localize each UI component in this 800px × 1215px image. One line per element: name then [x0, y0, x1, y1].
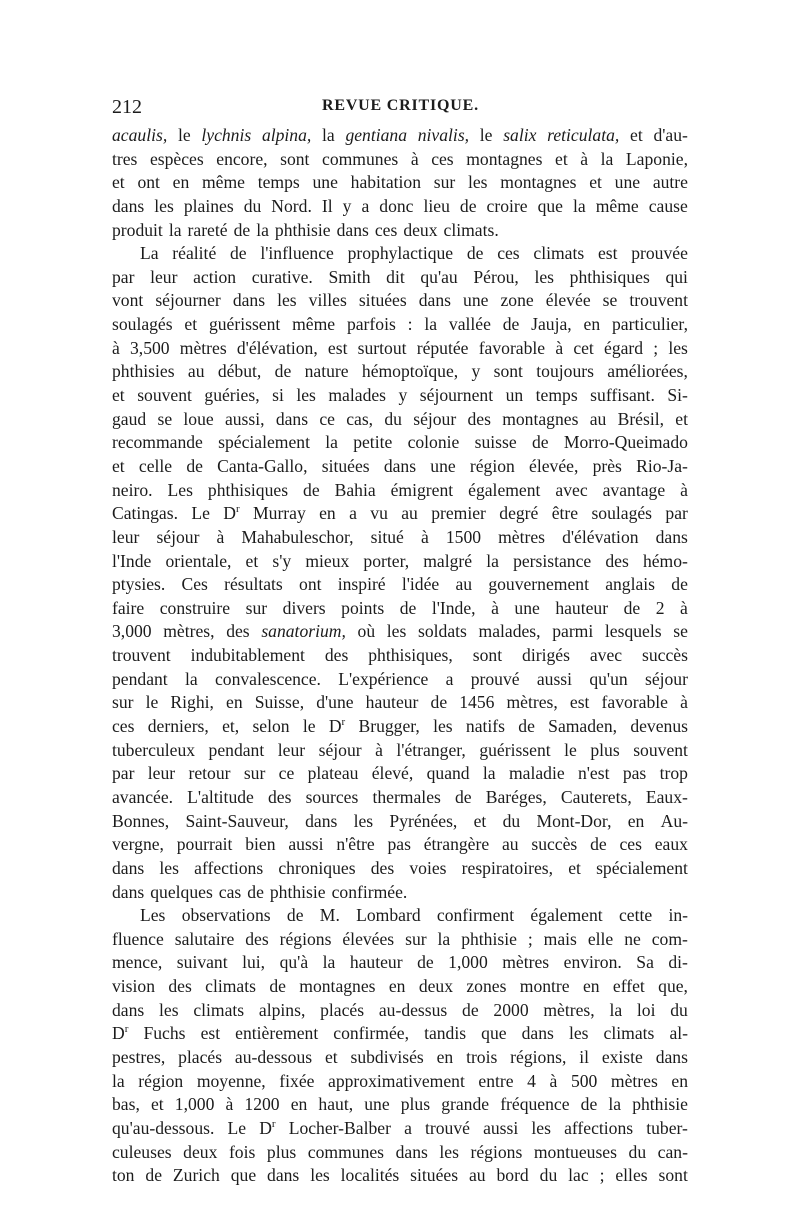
text-line: par leur retour sur ce plateau élevé, quand la maladie n'est pas trop: [112, 763, 688, 784]
text-line: Catingas. Le $D^r$ Murray en a vu au premier degré être soulagés par: [112, 503, 688, 524]
text-line: ton de Zurich que dans les localités situées au bord du lac ; elles sont: [112, 1165, 688, 1186]
text-line: fluence salutaire des régions élevées sur la phthisie ; mais elle ne com-: [112, 928, 688, 949]
text-line: et celle de Canta-Gallo, situées dans une région élevée, près Rio-Ja-: [112, 455, 688, 476]
text-line: l'Inde orientale, et s'y mieux porter, malgré la persistance des hémo-: [112, 550, 688, 571]
text-line: mence, suivant lui, qu'à la hauteur de 1,000 mètres environ. Sa di-: [112, 952, 688, 973]
text-line: leur séjour à Mahabuleschor, situé à 1500 mètres d'élévation dans: [112, 526, 688, 547]
text-line: ces derniers, et, selon le $D^r$ Brugger, les natifs de Samaden, devenus: [112, 716, 688, 737]
text-line: vision des climats de montagnes en deux zones montre en effet que,: [112, 976, 688, 997]
text-line: trouvent indubitablement des phthisiques, sont dirigés avec succès: [112, 645, 688, 666]
text-line: dans les affections chroniques des voies respiratoires, et spécialement: [112, 857, 688, 878]
running-head: [112, 96, 688, 120]
text-line: tuberculeux pendant leur séjour à l'étranger, guérissent le plus souvent: [112, 739, 688, 760]
text-line: gaud se loue aussi, dans ce cas, du séjour des montagnes au Brésil, et: [112, 408, 688, 429]
text-line: La réalité de l'influence prophylactique de ces climats est prouvée: [140, 243, 688, 264]
text-line: dans les plaines du Nord. Il y a donc lieu de croire que la même cause: [112, 195, 688, 216]
text-line: culeuses deux fois plus communes dans les régions montueuses du can-: [112, 1141, 688, 1162]
body-text: [112, 124, 688, 1188]
text-line: produit la rareté de la phthisie dans ces deux climats.: [112, 219, 499, 240]
text-line: Les observations de M. Lombard confirment également cette in-: [140, 905, 688, 926]
text-line: pendant la convalescence. L'expérience a prouvé aussi qu'un séjour: [112, 668, 688, 689]
text-line: $D^r$ Fuchs est entièrement confirmée, tandis que dans les climats al-: [112, 1023, 688, 1044]
text-line: vont séjourner dans les villes situées dans une zone élevée se trouvent: [112, 290, 688, 311]
text-line: la région moyenne, fixée approximativement entre 4 à 500 mètres en: [112, 1070, 688, 1091]
text-line: vergne, pourrait bien aussi n'être pas étrangère au succès de ces eaux: [112, 834, 688, 855]
text-line: acaulis, le lychnis alpina, la gentiana nivalis, le salix reticulata, et d'au-: [112, 125, 688, 145]
text-line: par leur action curative. Smith dit qu'au Pérou, les phthisiques qui: [112, 266, 688, 287]
running-title: REVUE CRITIQUE.: [322, 97, 479, 114]
text-line: Bonnes, Saint-Sauveur, dans les Pyrénées, et du Mont-Dor, en Au-: [112, 810, 688, 831]
text-line: faire construire sur divers points de l'Inde, à une hauteur de 2 à: [112, 597, 688, 618]
text-line: avancée. L'altitude des sources thermales de Baréges, Cauterets, Eaux-: [112, 786, 688, 807]
text-line: qu'au-dessous. Le $D^r$ Locher-Balber a trouvé aussi les affections tuber-: [112, 1117, 688, 1138]
text-line: ptysies. Ces résultats ont inspiré l'idée au gouvernement anglais de: [112, 574, 688, 595]
text-line: bas, et 1,000 à 1200 en haut, une plus grande fréquence de la phthisie: [112, 1094, 688, 1115]
text-line: dans les climats alpins, placés au-dessus de 2000 mètres, la loi du: [112, 999, 688, 1020]
text-line: 3,000 mètres, des sanatorium, où les soldats malades, parmi lesquels se: [112, 621, 688, 642]
page-number: 212: [112, 96, 142, 118]
text-line: tres espèces encore, sont communes à ces montagnes et à la Laponie,: [112, 148, 688, 169]
text-line: et ont en même temps une habitation sur les montagnes et une autre: [112, 172, 688, 193]
text-line: soulagés et guérissent même parfois : la vallée de Jauja, en particulier,: [112, 314, 688, 335]
text-line: phthisies au début, de nature hémoptoïque, y sont toujours améliorées,: [112, 361, 688, 382]
text-line: à 3,500 mètres d'élévation, est surtout réputée favorable à cet égard ; les: [112, 337, 688, 358]
text-line: et souvent guéries, si les malades y séjournent un temps suffisant. Si-: [112, 385, 688, 406]
text-line: pestres, placés au-dessous et subdivisés en trois régions, il existe dans: [112, 1046, 688, 1067]
text-line: dans quelques cas de phthisie confirmée.: [112, 881, 408, 902]
text-line: recommande spécialement la petite colonie suisse de Morro-Queimado: [112, 432, 688, 453]
text-line: sur le Righi, en Suisse, d'une hauteur de 1456 mètres, est favorable à: [112, 692, 688, 713]
text-line: neiro. Les phthisiques de Bahia émigrent également avec avantage à: [112, 479, 688, 500]
